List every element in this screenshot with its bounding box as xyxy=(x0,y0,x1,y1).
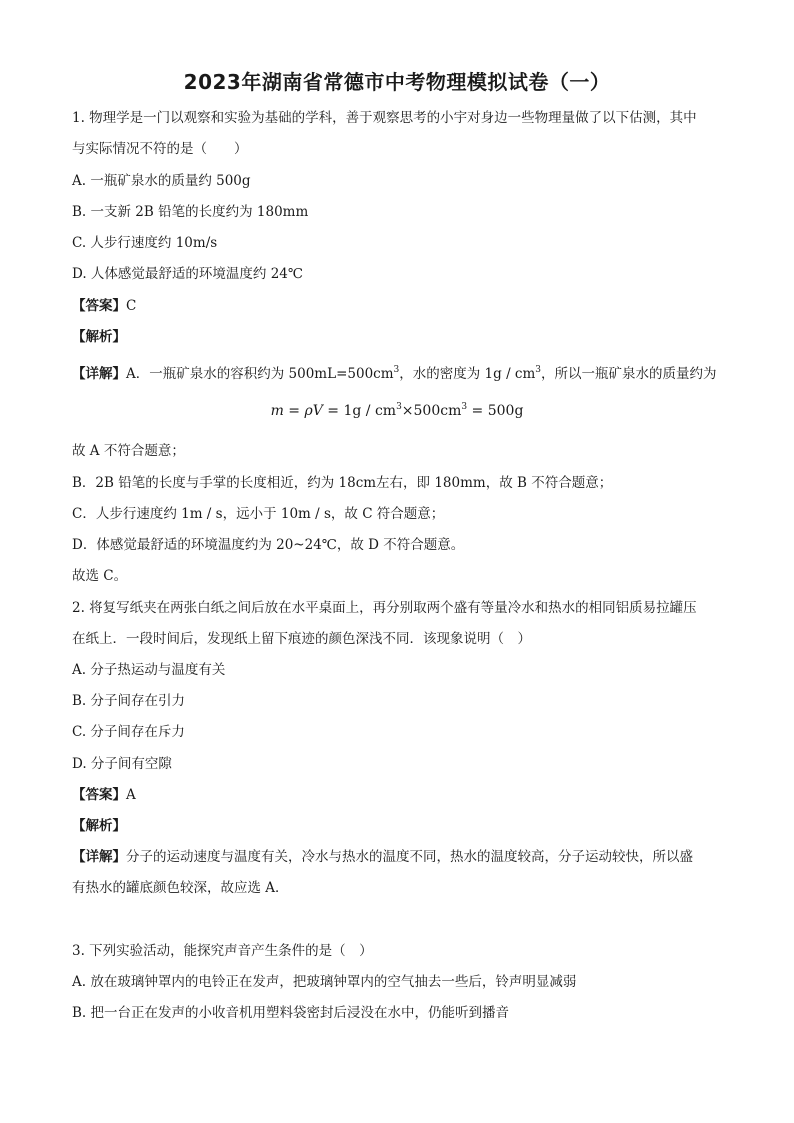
q2-detail-line-1 xyxy=(72,847,693,867)
q3-option-b: B. 把一台正在发声的小收音机用塑料袋密封后浸没在水中，仍能听到播音 xyxy=(72,1005,510,1021)
answer-tag: 【答案】 xyxy=(72,298,126,314)
q3-option-a: A. 放在玻璃钟罩内的电铃正在发声，把玻璃钟罩内的空气抽去一些后，铃声明显减弱 xyxy=(72,974,577,990)
detail-text-1: 分子的运动速度与温度有关，冷水与热水的温度不同，热水的温度较高，分子运动较快，所以盛 xyxy=(126,849,693,865)
answer-value: A xyxy=(126,787,136,803)
q1-detail-b: B．2B 铅笔的长度与手掌的长度相近，约为 18cm左右，即 180mm，故 B 不符合题意； xyxy=(72,475,613,491)
q1-analysis-tag xyxy=(72,327,126,347)
detail-a-sup-1: 3 xyxy=(393,365,400,375)
detail-tag: 【详解】 xyxy=(72,849,126,865)
page-title: 2023年湖南省常德市中考物理模拟试卷（一） xyxy=(183,70,611,94)
q1-option-c: C. 人步行速度约 10m/s xyxy=(72,235,218,251)
q1-conclusion: 故选 C。 xyxy=(72,568,128,584)
formula-part-1: = 1g / cm xyxy=(322,403,397,419)
formula-part-3: = 500g xyxy=(467,403,524,419)
detail-a-part-3: ，所以一瓶矿泉水的质量约为 xyxy=(541,366,717,382)
formula-eq: = xyxy=(283,403,305,419)
q2-option-d: D. 分子间有空隙 xyxy=(72,756,172,772)
q1-detail-d: D．体感觉最舒适的环境温度约为 20~24℃，故 D 不符合题意。 xyxy=(72,537,465,553)
formula-rho-v: ρV xyxy=(304,403,323,419)
answer-value: C xyxy=(126,298,137,314)
q1-option-d: D. 人体感觉最舒适的环境温度约 24℃ xyxy=(72,266,303,282)
q2-option-b: B. 分子间存在引力 xyxy=(72,693,186,709)
q1-option-b: B. 一支新 2B 铅笔的长度约为 180mm xyxy=(72,204,309,220)
q2-detail-line-2: 有热水的罐底颜色较深，故应选 A． xyxy=(72,880,289,896)
analysis-tag: 【解析】 xyxy=(72,818,126,834)
q2-stem-line-1: 2. 将复写纸夹在两张白纸之间后放在水平桌面上，再分别取两个盛有等量冷水和热水的相同铝质易拉罐压 xyxy=(72,600,697,616)
q2-analysis-tag xyxy=(72,816,126,836)
detail-a-sup-2: 3 xyxy=(535,365,541,375)
q1-stem-line-1: 1. 物理学是一门以观察和实验为基础的学科，善于观察思考的小宇对身边一些物理量做了以下估测，其中 xyxy=(72,110,697,126)
q3-stem: 3. 下列实验活动，能探究声音产生条件的是（ ） xyxy=(72,943,373,959)
q1-detail-c: C．人步行速度约 1m / s，远小于 10m / s，故 C 符合题意； xyxy=(72,506,445,522)
formula-m: m xyxy=(270,403,284,419)
detail-a-part-1: A．一瓶矿泉水的容积约为 500mL=500cm xyxy=(126,366,394,382)
detail-tag: 【详解】 xyxy=(72,366,126,382)
detail-a-part-2: ，水的密度为 1g / cm xyxy=(399,366,536,382)
formula-part-2: ×500cm xyxy=(401,403,462,419)
q1-detail-line-1 xyxy=(72,364,717,384)
q2-stem-line-2: 在纸上．一段时间后，发现纸上留下痕迹的颜色深浅不同．该现象说明（ ） xyxy=(72,631,531,647)
q1-answer xyxy=(72,296,136,316)
q2-answer xyxy=(72,785,136,805)
q1-option-a: A. 一瓶矿泉水的质量约 500g xyxy=(72,173,251,189)
q1-stem-line-2: 与实际情况不符的是（ ） xyxy=(72,141,248,157)
formula-sup-2: 3 xyxy=(461,402,468,412)
mass-formula xyxy=(0,403,794,419)
q1-detail-a-end: 故 A 不符合题意； xyxy=(72,443,185,459)
q2-option-c: C. 分子间存在斥力 xyxy=(72,724,185,740)
formula-sup-1: 3 xyxy=(396,402,402,412)
answer-tag: 【答案】 xyxy=(72,787,126,803)
q2-option-a: A. 分子热运动与温度有关 xyxy=(72,662,226,678)
analysis-tag: 【解析】 xyxy=(72,329,126,345)
